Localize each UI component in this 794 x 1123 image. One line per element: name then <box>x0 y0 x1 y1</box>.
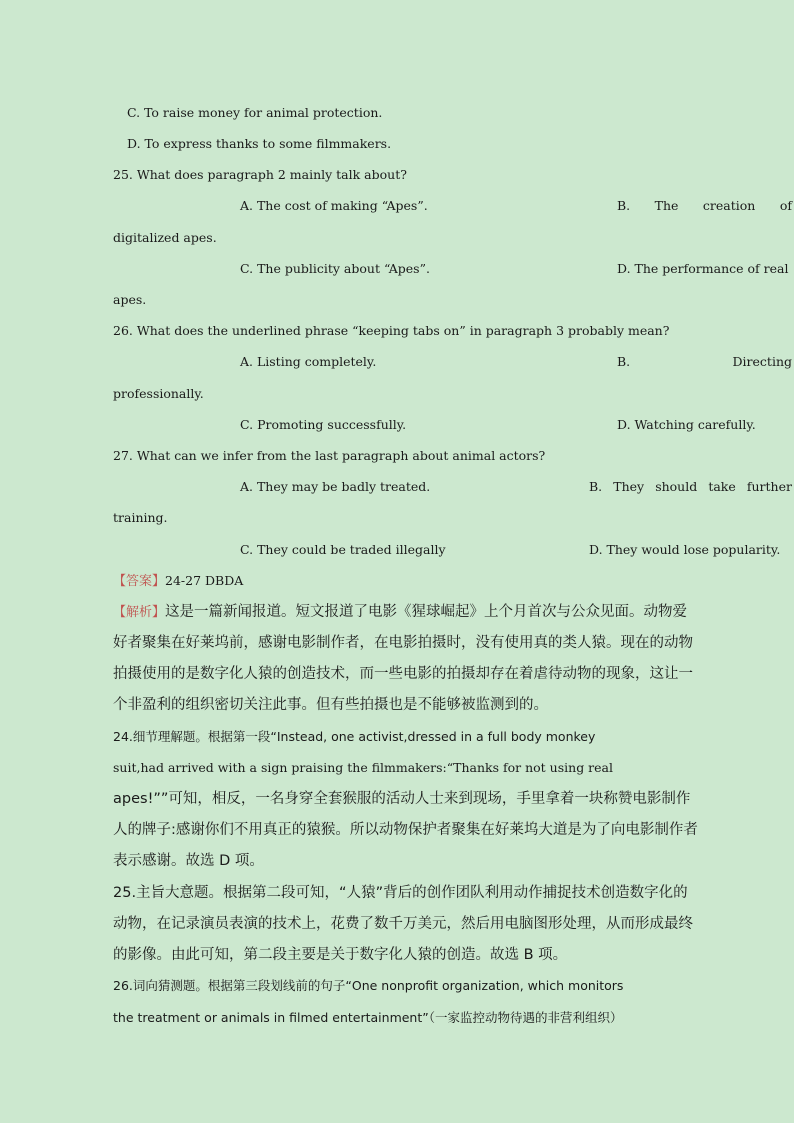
q27-option-b-continued: training. <box>113 510 168 525</box>
q27-options-cd <box>113 539 781 561</box>
q24-option-c: C. To raise money for animal protection. <box>127 105 383 120</box>
explanation-24-line-4: 人的牌子:感谢你们不用真正的猿猴。所以动物保护者聚集在好莱坞大道是为了向电影制作者 <box>113 822 698 838</box>
q27-option-a: A. They may be badly treated. <box>240 479 431 494</box>
q26-option-b-continued: professionally. <box>113 386 204 401</box>
q25-option-b-continued: digitalized apes. <box>113 230 217 245</box>
explanation-24-line-2: suit,had arrived with a sign praising the filmmakers:“Thanks for not using real <box>113 760 613 775</box>
q27-option-b: B. They should take further <box>589 479 792 494</box>
q26-option-d: D. Watching carefully. <box>617 417 756 432</box>
q27-option-c: C. They could be traded illegally <box>240 542 446 557</box>
q24-option-d: D. To express thanks to some filmmakers. <box>127 136 392 151</box>
q25-options-cd <box>113 258 789 280</box>
q26-option-c: C. Promoting successfully. <box>240 417 407 432</box>
q25-option-b: B. The creation of <box>617 198 792 213</box>
answer-line <box>113 570 679 592</box>
q27-stem: 27. What can we infer from the last paragraph about animal actors? <box>113 448 546 463</box>
q25-option-a: A. The cost of making “Apes”. <box>240 198 428 213</box>
q25-stem: 25. What does paragraph 2 mainly talk about? <box>113 167 407 182</box>
analysis-line-3: 拍摄使用的是数字化人猿的创造技术，而一些电影的拍摄却存在着虐待动物的现象，这让一 <box>113 666 693 682</box>
q26-stem: 26. What does the underlined phrase “keeping tabs on” in paragraph 3 probably mean? <box>113 323 670 338</box>
answer-tag: 【答案】 <box>113 574 166 589</box>
explanation-26-line-2: the treatment or animals in filmed entertainment”（一家监控动物待遇的非营利组织） <box>113 1010 623 1025</box>
explanation-26-line-1: 26.词向猜测题。根据第三段划线前的句子“One nonprofit organization, which monitors <box>113 978 624 993</box>
explanation-25-line-3: 的影像。由此可知，第二段主要是关于数字化人猿的创造。故选 B 项。 <box>113 947 568 963</box>
analysis-line-4: 个非盈利的组织密切关注此事。但有些拍摄也是不能够被监测到的。 <box>113 697 548 713</box>
q26-options-ab <box>113 351 792 373</box>
q27-option-d: D. They would lose popularity. <box>589 542 781 557</box>
q25-option-d: D. The performance of real <box>617 261 789 276</box>
answer-text: 24-27 DBDA <box>165 573 244 588</box>
analysis-tag: 【解析】 <box>113 605 166 620</box>
explanation-24-line-5: 表示感谢。故选 D 项。 <box>113 853 264 869</box>
q26-option-a: A. Listing completely. <box>240 354 377 369</box>
q26-options-cd <box>113 414 756 436</box>
analysis-line-1: 【解析】这是一篇新闻报道。短文报道了电影《猩球崛起》上个月首次与公众见面。动物爱 <box>113 604 688 620</box>
q27-options-ab <box>113 476 792 498</box>
q25-option-d-continued: apes. <box>113 292 147 307</box>
q25-option-c: C. The publicity about “Apes”. <box>240 261 430 276</box>
analysis-line-2: 好者聚集在好莱坞前，感谢电影制作者，在电影拍摄时，没有使用真的类人猿。现在的动物 <box>113 635 693 651</box>
q25-options-ab <box>113 195 792 217</box>
q26-option-b: B. Directing <box>617 354 792 369</box>
explanation-25-line-2: 动物，在记录演员表演的技术上，花费了数千万美元，然后用电脑图形处理，从而形成最终 <box>113 916 693 932</box>
explanation-24-line-3: apes!””可知，相反，一名身穿全套猴服的活动人士来到现场，手里拿着一块称赞电影制作 <box>113 791 691 807</box>
explanation-24-line-1: 24.细节理解题。根据第一段“Instead, one activist,dressed in a full body monkey <box>113 729 596 744</box>
explanation-25-line-1: 25.主旨大意题。根据第二段可知，“人猿”背后的创作团队利用动作捕捉技术创造数字化的 <box>113 885 688 901</box>
